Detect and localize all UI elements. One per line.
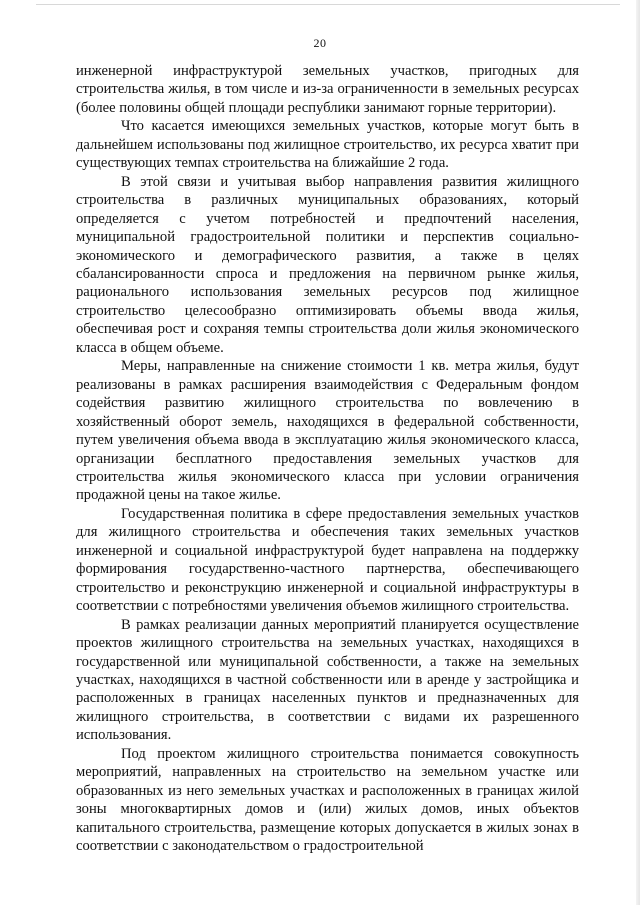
paragraph-state-policy: Государственная политика в сфере предоставления земельных участков для жилищного строительства и обеспечения таких земельных участков инженерной и социальной инфраструктурой будет направлена на поддержку формирования государственно-частного партнерства, обеспечивающего строительство и реконструкцию инженерной и социальной инфраструктуры в соответствии с потребностями увеличения объемов жилищного строительства.	[76, 505, 579, 615]
paragraph-land-reserves: Что касается имеющихся земельных участков, которые могут быть в дальнейшем использованы под жилищное строительство, их ресурса хватит при существующих темпах строительства на ближайшие 2 года.	[76, 118, 579, 172]
page-number: 20	[313, 36, 327, 50]
scan-top-border	[36, 4, 620, 5]
paragraph-implementation: В рамках реализации данных мероприятий планируется осуществление проектов жилищного строительства на земельных участках, находящихся в государственной или муниципальной собственности, а также на земельных участках, находящихся в частной собственности или в аренде у застройщика и расположенных в границах населенных пунктов и предназначенных для жилищного строительства, в соответствии с видами их разрешенного использования.	[76, 616, 579, 744]
scan-right-edge	[636, 0, 640, 905]
paragraph-project-definition: Под проектом жилищного строительства понимается совокупность мероприятий, направленных на строительство на земельном участке или образованных из него земельных участках и расположенных в границах жилой зоны многоквартирных домов и (или) жилых домов, иных объектов капитального строительства, размещение которых допускается в жилых зонах в соответствии с законодательством о градостроительной	[76, 745, 579, 855]
document-body	[76, 62, 579, 855]
paragraph-continuation: инженерной инфраструктурой земельных участков, пригодных для строительства жилья, в том числе и из-за ограниченности в земельных ресурсах (более половины общей площади республики занимают горные территории).	[76, 63, 579, 116]
paragraph-development-direction: В этой связи и учитывая выбор направления развития жилищного строительства в различных муниципальных образованиях, который определяется с учетом потребностей и предпочтений населения, муниципальной градостроительной политики и перспектив социально-экономического и демографического развития, а также в целях сбалансированности спроса и предложения на первичном рынке жилья, рационального использования земельных ресурсов под жилищное строительство целесообразно оптимизировать объемы ввода жилья, обеспечивая рост и сохраняя темпы строительства доли жилья экономического класса в общем объеме.	[76, 173, 579, 356]
paragraph-cost-reduction-measures: Меры, направленные на снижение стоимости 1 кв. метра жилья, будут реализованы в рамках расширения взаимодействия с Федеральным фондом содействия развитию жилищного строительства по вовлечению в хозяйственный оборот земель, находящихся в федеральной собственности, путем увеличения объема ввода в эксплуатацию жилья экономического класса, организации бесплатного предоставления земельных участков для строительства жилья экономического класса при условии ограничения продажной цены на такое жилье.	[76, 358, 579, 504]
